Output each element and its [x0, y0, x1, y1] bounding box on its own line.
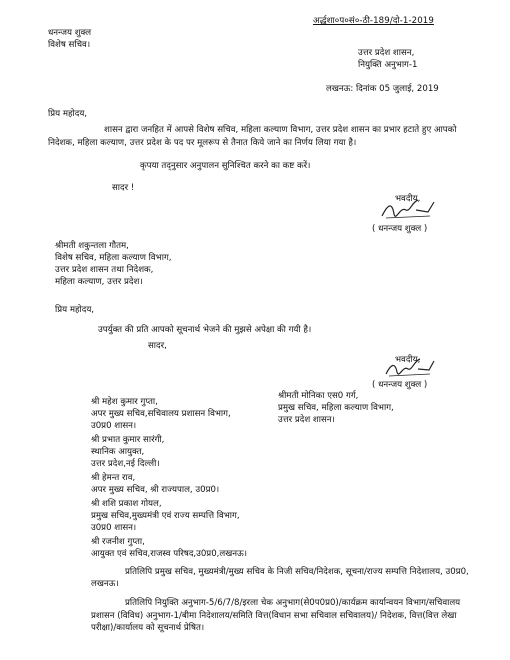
- reference-number: अर्द्धशा०प०सं०-ठी-189/दो-1-2019: [313, 16, 434, 26]
- copy-to-right-2: प्रमुख सचिव, महिला कल्याण विभाग,: [278, 403, 394, 413]
- request-line: कृपया तद्नुसार अनुपालन सुनिश्चित करने का कष्ट करें।: [140, 161, 311, 171]
- copy-to-left-7: श्री हेमन्त राव,: [91, 473, 136, 483]
- copy-to-left-3: उ0प्र0 शासन।: [91, 421, 137, 431]
- copy-to-right-1: श्रीमती मोनिका एस0 गर्ग,: [278, 391, 359, 401]
- copy-to-left-1: श्री महेश कुमार गुप्ता,: [91, 397, 158, 407]
- addressee-line-3: उत्तर प्रदेश शासन तथा निदेशक,: [55, 265, 154, 275]
- office-line-1: उत्तर प्रदेश शासन,: [358, 48, 415, 58]
- letter-body-2: उपर्युक्त की प्रति आपको सूचनार्थ भेजने की मुझसे अपेक्षा की गयी है।: [98, 325, 312, 335]
- office-line-2: नियुक्ति अनुभाग-1: [358, 60, 418, 70]
- signatory-1: ( धनन्जय शुक्ल ): [372, 224, 428, 234]
- salutation-2: प्रिय महोदय,: [55, 305, 95, 315]
- copy-to-left-8: अपर मुख्य सचिव, श्री राज्यपाल, उ0प्र0।: [91, 485, 220, 495]
- copy-to-left-12: श्री रजनीश गुप्ता,: [91, 537, 145, 547]
- place-date: लखनऊ: दिनांक 05 जुलाई, 2019: [326, 84, 439, 94]
- copy-to-left-5: स्थानिक आयुक्त,: [91, 447, 145, 457]
- signature-2: [382, 356, 438, 380]
- copy-to-left-9: श्री शशि प्रकाश गोयल,: [91, 499, 162, 509]
- signature-1: [378, 196, 438, 222]
- signatory-2: ( धनन्जय शुक्ल ): [372, 380, 428, 390]
- salutation-1: प्रिय महोदय,: [48, 109, 88, 119]
- copy-to-left-10: प्रमुख सचिव,मुख्यमंत्री एवं राज्य सम्पत्ति विभाग,: [91, 511, 240, 521]
- copy-to-right-3: उत्तर प्रदेश शासन।: [278, 415, 335, 425]
- footer-para-1: प्रतिलिपि प्रमुख सचिव, मुख्यमंत्री/मुख्य सचिव के निजी सचिव/निदेशक, सूचना/राज्य सम्पत्ति निदेशालय, उ0प्र0, लखनऊ।: [91, 567, 469, 589]
- addressee-line-4: महिला कल्याण, उत्तर प्रदेश।: [55, 277, 143, 287]
- sign-off-2: भवदीय,: [395, 355, 421, 365]
- sender-name: धनन्जय शुक्ल: [48, 28, 92, 38]
- addressee-line-2: विशेष सचिव, महिला कल्याण विभाग,: [55, 253, 172, 263]
- copy-to-left-6: उत्तर प्रदेश,नई दिल्ली।: [91, 459, 160, 469]
- sign-off-1: भवदीय,: [395, 194, 421, 204]
- letter-body-1: शासन द्वारा जनहित में आपसे विशेष सचिव, महिला कल्याण विभाग, उत्तर प्रदेश शासन का प्रभार हटाते हुए आपको निदेशक, महिला कल्याण, उत्तर प्रदेश के पद पर मूलरूप से तैनात किये जाने का निर्णय लिया गया है।: [48, 125, 457, 148]
- sender-designation: विशेष सचिव।: [48, 40, 91, 50]
- copy-to-left-2: अपर मुख्य सचिव,सचिवालय प्रशासन विभाग,: [91, 409, 231, 419]
- closing-1: सादर !: [112, 183, 135, 193]
- copy-to-left-11: उ0प्र0 शासन।: [91, 523, 137, 533]
- footer-para-2: प्रतिलिपि नियुक्ति अनुभाग-5/6/7/8/इरला चेक अनुभाग(से0प0प्र0)/कार्यक्रम कार्यान्वयन विभाग/सचिवालय प्रशासन (विविध) अनुभाग-1/बीमा निदेशालय/समिति वित्त(विधान सभा सचिवाल सचिवालय)/ निदेशक, वित्त(वित्त लेखा परीक्षा)/कार्यालय को सूचनार्थ प्रेषित।: [91, 598, 461, 633]
- closing-2: सादर,: [148, 341, 167, 351]
- addressee-line-1: श्रीमती शकुन्तला गौतम,: [55, 241, 129, 251]
- copy-to-left-4: श्री प्रभात कुमार सारंगी,: [91, 435, 165, 445]
- copy-to-left-13: आयुक्त एवं सचिव,राजस्व परिषद,उ0प्र0,लखनऊ।: [91, 549, 248, 559]
